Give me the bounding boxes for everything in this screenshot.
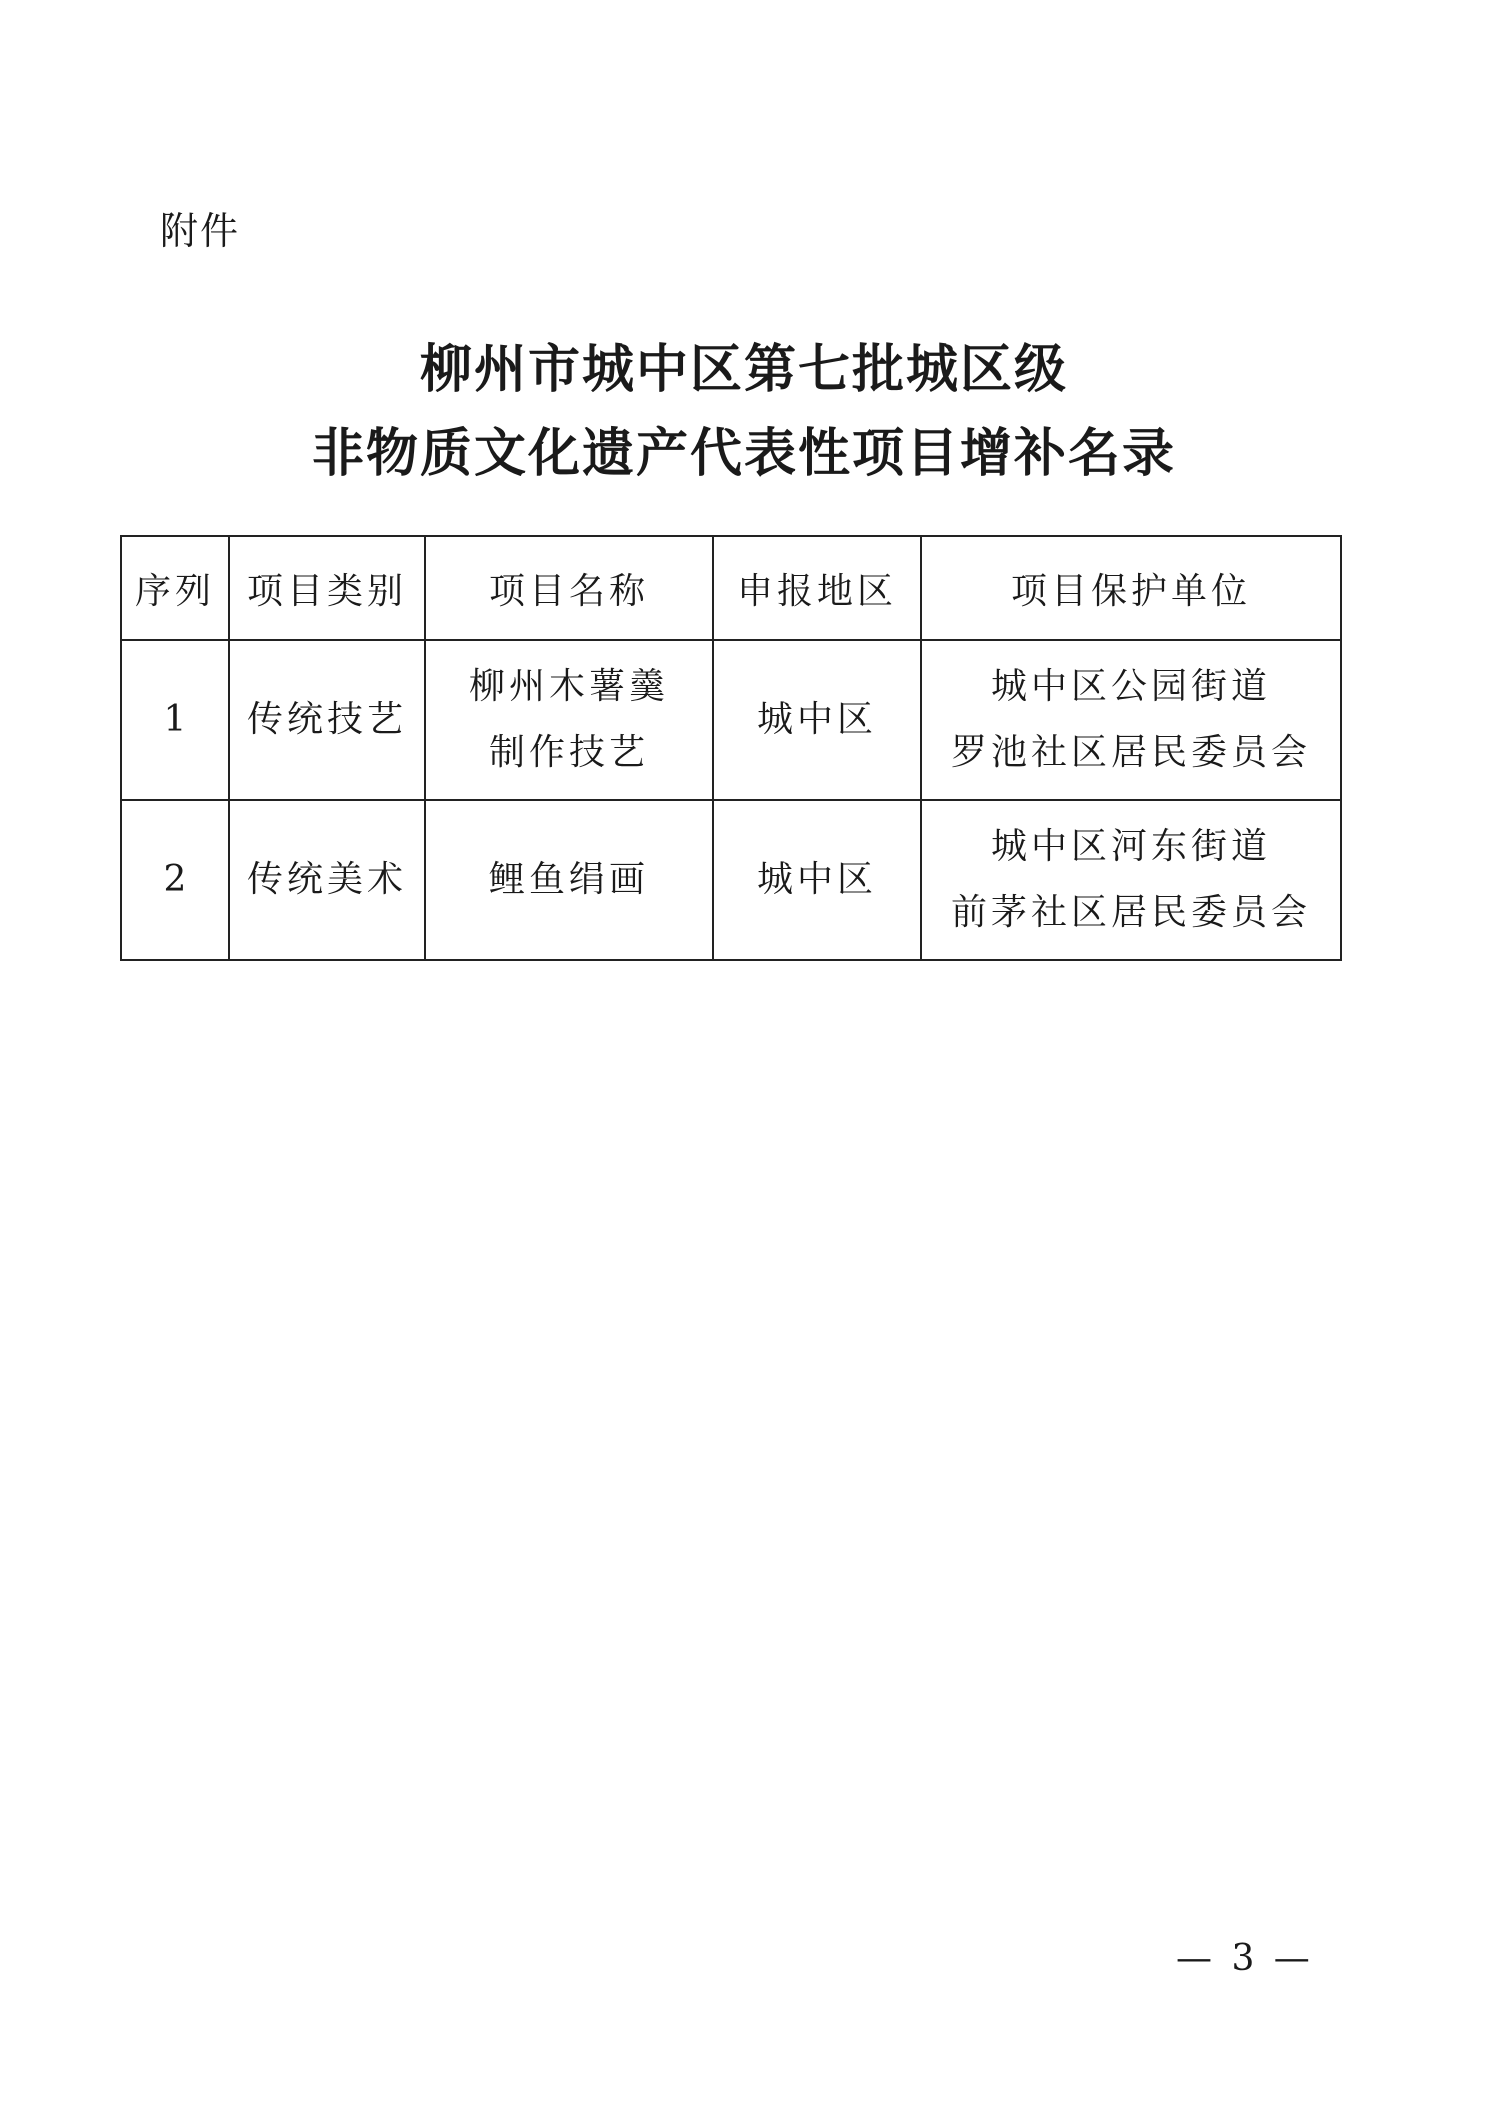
table-row bbox=[121, 640, 1341, 800]
cell-category: 传统美术 bbox=[229, 800, 425, 960]
header-category: 项目类别 bbox=[229, 536, 425, 640]
protection-unit-line-1: 城中区公园街道 bbox=[990, 666, 1271, 707]
page-number: — 3 — bbox=[1176, 1938, 1314, 1979]
cell-sequence: 2 bbox=[121, 800, 229, 960]
cell-region: 城中区 bbox=[713, 800, 921, 960]
cell-protection-unit bbox=[921, 640, 1341, 800]
header-region: 申报地区 bbox=[713, 536, 921, 640]
protection-unit-line-2: 罗池社区居民委员会 bbox=[950, 732, 1311, 773]
protection-unit-line-2: 前茅社区居民委员会 bbox=[950, 892, 1311, 933]
header-protection-unit: 项目保护单位 bbox=[921, 536, 1341, 640]
heritage-register-table bbox=[120, 535, 1342, 961]
header-sequence: 序列 bbox=[121, 536, 229, 640]
title-line-1: 柳州市城中区第七批城区级 bbox=[419, 340, 1068, 400]
table-header-row bbox=[121, 536, 1341, 640]
table-row bbox=[121, 800, 1341, 960]
cell-category: 传统技艺 bbox=[229, 640, 425, 800]
project-name-line-2: 制作技艺 bbox=[488, 732, 649, 773]
cell-project-name bbox=[425, 640, 713, 800]
protection-unit-line-1: 城中区河东街道 bbox=[990, 826, 1271, 867]
cell-project-name: 鲤鱼绢画 bbox=[425, 800, 713, 960]
cell-region: 城中区 bbox=[713, 640, 921, 800]
header-project-name: 项目名称 bbox=[425, 536, 713, 640]
project-name-line-1: 柳州木薯羹 bbox=[468, 666, 669, 707]
document-title bbox=[0, 328, 1488, 496]
attachment-label: 附件 bbox=[160, 209, 241, 253]
cell-sequence: 1 bbox=[121, 640, 229, 800]
title-line-2: 非物质文化遗产代表性项目增补名录 bbox=[311, 424, 1176, 484]
cell-protection-unit bbox=[921, 800, 1341, 960]
